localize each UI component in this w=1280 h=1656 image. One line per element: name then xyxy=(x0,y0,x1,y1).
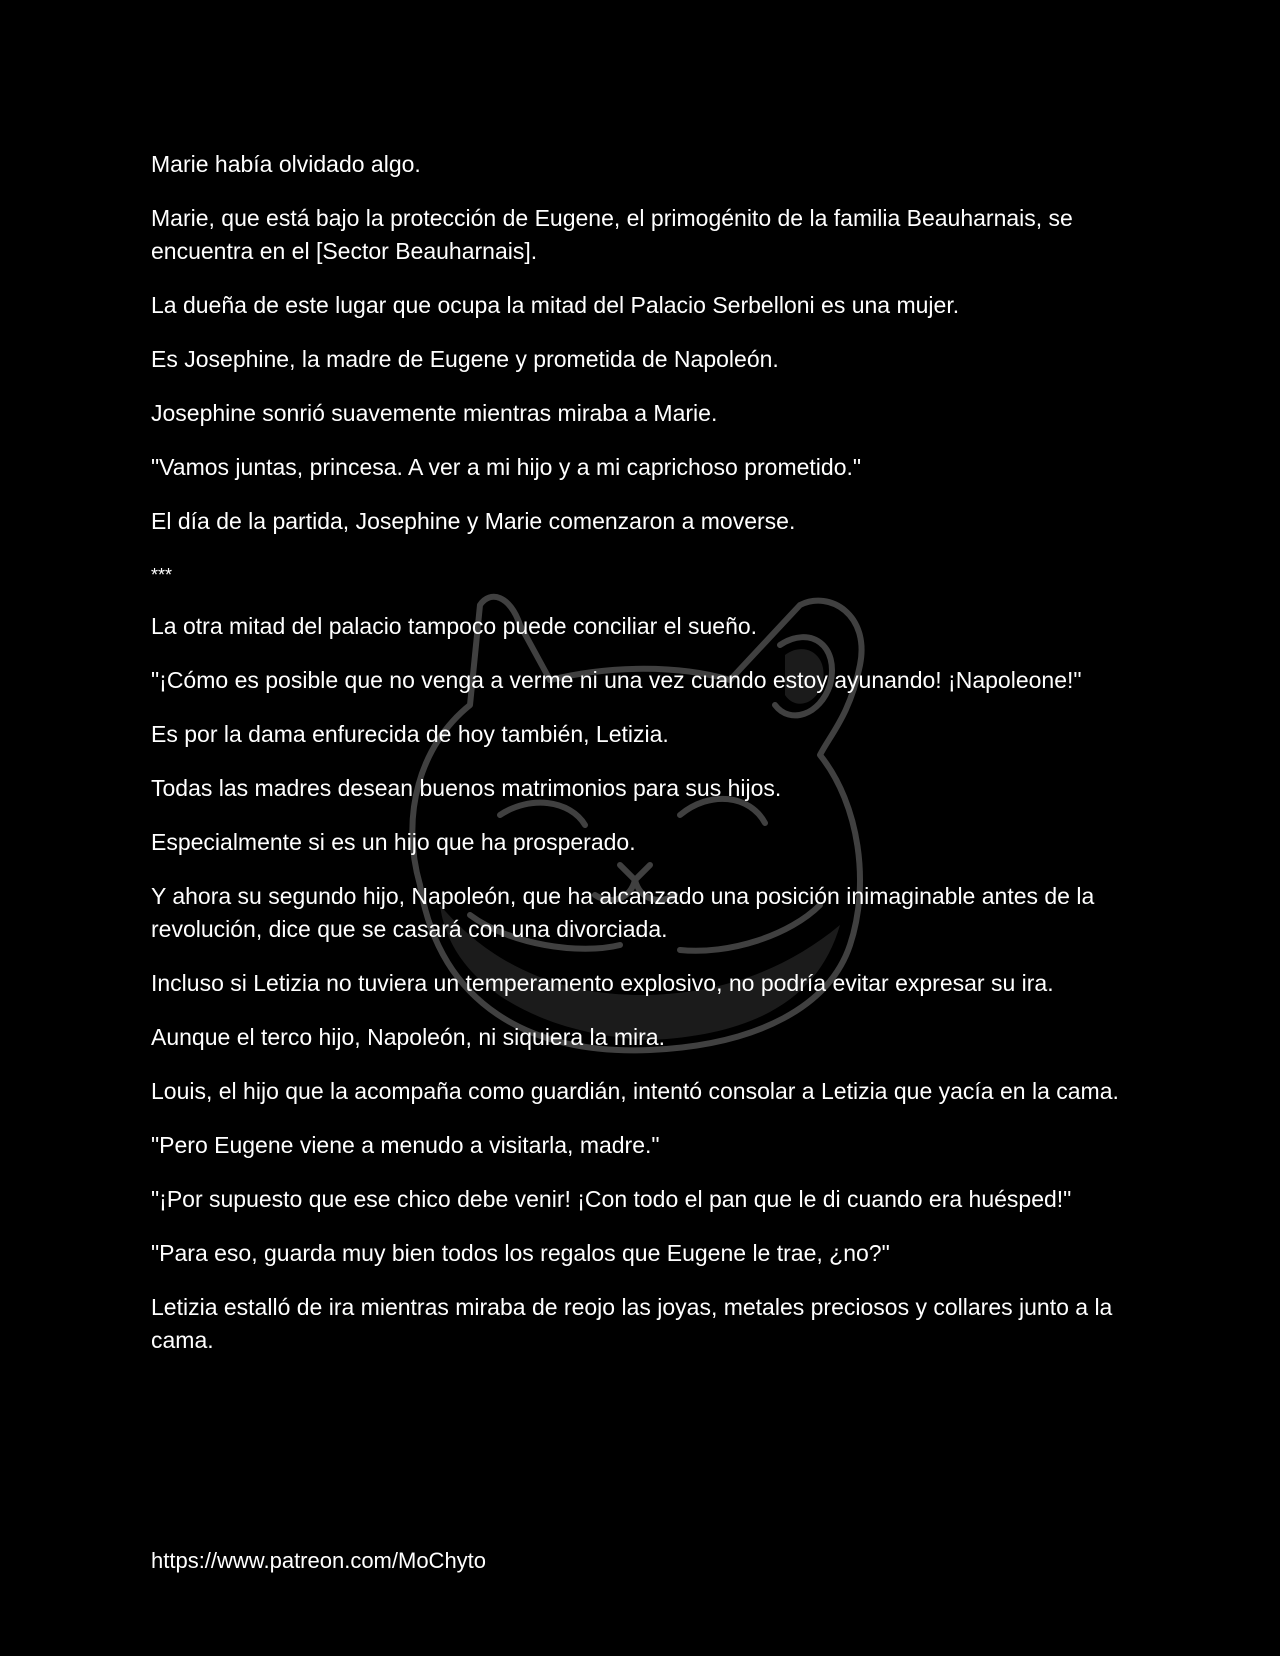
paragraph: "¡Cómo es posible que no venga a verme ni una vez cuando estoy ayunando! ¡Napoleone!" xyxy=(151,667,1082,693)
paragraph: Marie, que está bajo la protección de Eugene, el primogénito de la familia Beauharnais, se encuentra en el [Sector Beauharnais]. xyxy=(151,205,1073,264)
paragraph: Josephine sonrió suavemente mientras miraba a Marie. xyxy=(151,400,718,426)
paragraph: Y ahora su segundo hijo, Napoleón, que ha alcanzado una posición inimaginable antes de la revolución, dice que se casará con una divorciada. xyxy=(151,883,1095,942)
paragraph: La dueña de este lugar que ocupa la mitad del Palacio Serbelloni es una mujer. xyxy=(151,292,960,318)
paragraph: El día de la partida, Josephine y Marie comenzaron a moverse. xyxy=(151,508,796,534)
paragraph: "Pero Eugene viene a menudo a visitarla, madre." xyxy=(151,1132,660,1158)
paragraph: Es por la dama enfurecida de hoy también, Letizia. xyxy=(151,721,669,747)
paragraph: "Para eso, guarda muy bien todos los regalos que Eugene le trae, ¿no?" xyxy=(151,1240,890,1266)
patreon-link[interactable]: https://www.patreon.com/MoChyto xyxy=(151,1548,487,1573)
paragraph: "¡Por supuesto que ese chico debe venir! ¡Con todo el pan que le di cuando era huésped!" xyxy=(151,1186,1072,1212)
paragraph: Es Josephine, la madre de Eugene y prometida de Napoleón. xyxy=(151,346,779,372)
paragraph: Letizia estalló de ira mientras miraba de reojo las joyas, metales preciosos y collares junto a la cama. xyxy=(151,1294,1113,1353)
scene-separator: *** xyxy=(151,565,173,585)
paragraph: La otra mitad del palacio tampoco puede conciliar el sueño. xyxy=(151,613,758,639)
paragraph: Incluso si Letizia no tuviera un temperamento explosivo, no podría evitar expresar su ira. xyxy=(151,970,1054,996)
paragraph: Todas las madres desean buenos matrimonios para sus hijos. xyxy=(151,775,782,801)
paragraph: Aunque el terco hijo, Napoleón, ni siquiera la mira. xyxy=(151,1024,665,1050)
paragraph: "Vamos juntas, princesa. A ver a mi hijo y a mi caprichoso prometido." xyxy=(151,454,862,480)
story-text xyxy=(151,148,1141,1378)
paragraph: Marie había olvidado algo. xyxy=(151,151,421,177)
paragraph: Especialmente si es un hijo que ha prosperado. xyxy=(151,829,636,855)
paragraph: Louis, el hijo que la acompaña como guardián, intentó consolar a Letizia que yacía en la cama. xyxy=(151,1078,1119,1104)
